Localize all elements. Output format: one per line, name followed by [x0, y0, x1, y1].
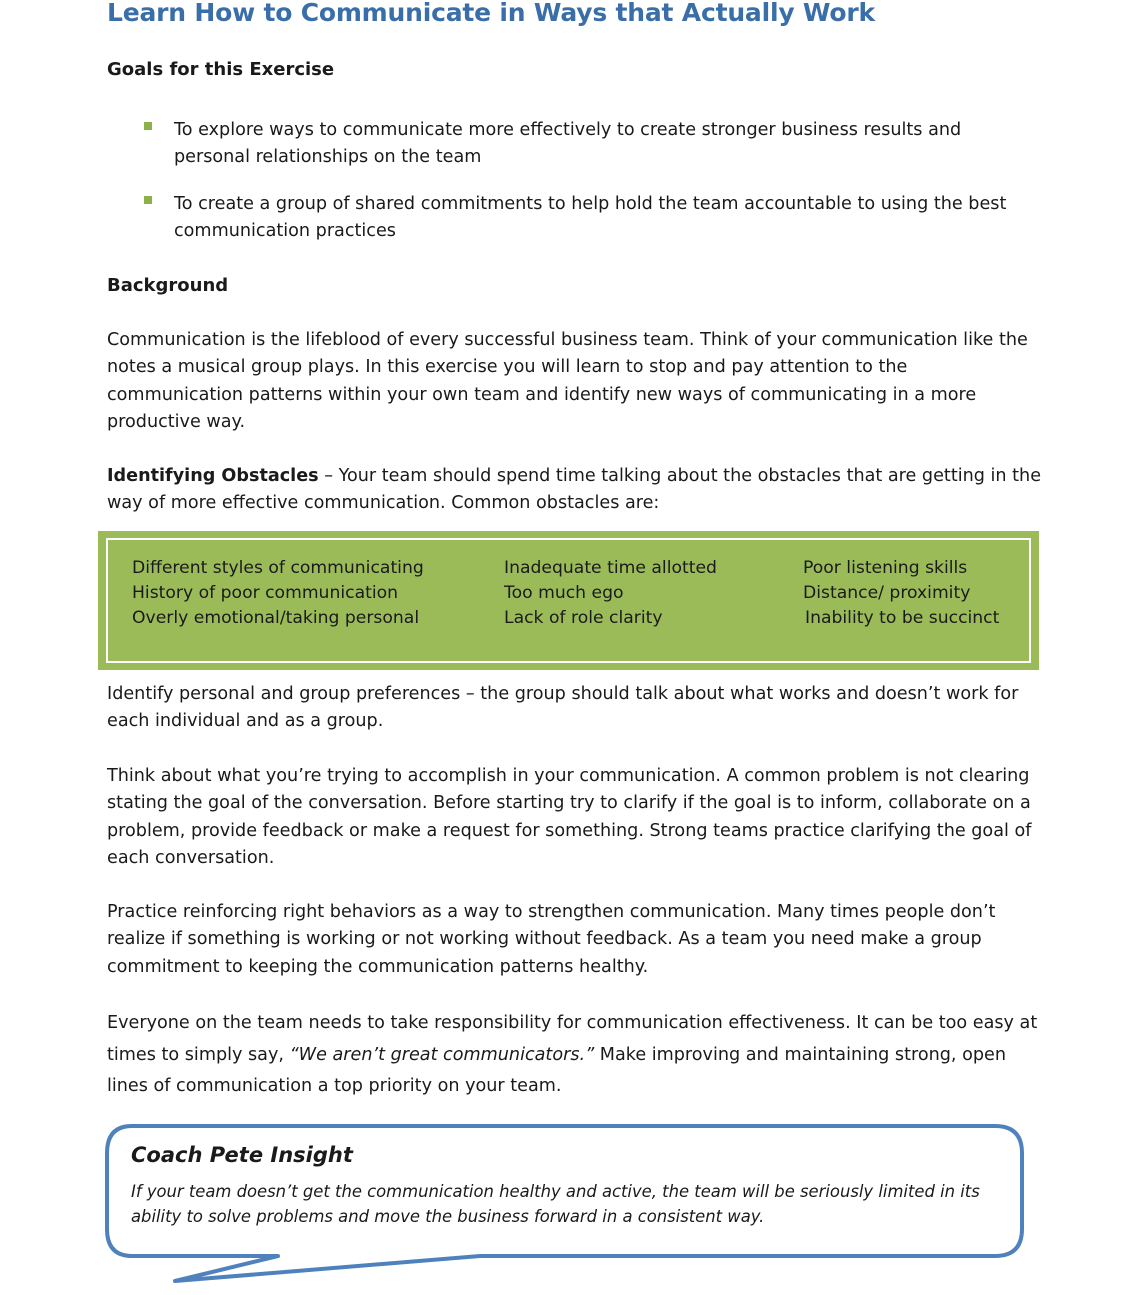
coach-insight-callout — [100, 1118, 1035, 1293]
insight-title: Coach Pete Insight — [131, 1143, 353, 1167]
goals-list — [140, 117, 1040, 264]
responsibility-paragraph — [107, 1008, 1042, 1103]
page-title: Learn How to Communicate in Ways that Actually Work — [107, 0, 875, 27]
square-bullet-icon — [144, 196, 152, 204]
obstacle-item: Lack of role clarity — [504, 608, 663, 628]
responsibility-text: Everyone on the team needs to take responsibility for communication effectiveness. It can be too easy at times to simply say, — [107, 1013, 1038, 1065]
goal-text: To create a group of shared commitments to help hold the team accountable to using the best communication practices — [174, 193, 1007, 241]
square-bullet-icon — [144, 122, 152, 130]
obstacles-intro-text: – Your team should spend time talking about the obstacles that are getting in the way of more effective communication. Common obstacles are: — [107, 466, 1042, 514]
obstacle-item: History of poor communication — [132, 583, 399, 603]
background-heading: Background — [107, 275, 229, 296]
obstacle-item: Too much ego — [504, 583, 624, 603]
obstacles-box — [98, 531, 1039, 670]
obstacles-lead: Identifying Obstacles — [107, 466, 319, 486]
background-paragraph: Communication is the lifeblood of every successful business team. Think of your communication like the notes a musical group plays. In this exercise you will learn to stop and pay attention to the communication patterns within your own team and identify new ways of communicating in a more productive way. — [107, 330, 1028, 432]
obstacle-item: Different styles of communicating — [132, 558, 424, 578]
obstacle-item: Inability to be succinct — [805, 608, 1000, 628]
obstacle-item: Inadequate time allotted — [504, 558, 717, 578]
goals-heading: Goals for this Exercise — [107, 59, 335, 80]
obstacle-item: Distance/ proximity — [803, 583, 971, 603]
insight-text: If your team doesn’t get the communication healthy and active, the team will be seriously limited in its ability to solve problems and move the business forward in a consistent way. — [131, 1182, 980, 1226]
obstacle-item: Overly emotional/taking personal — [132, 608, 420, 628]
obstacle-item: Poor listening skills — [803, 558, 968, 578]
preferences-paragraph: Identify personal and group preferences – the group should talk about what works and doesn’t work for each individual and as a group. — [107, 684, 1019, 732]
reinforce-paragraph: Practice reinforcing right behaviors as a way to strengthen communication. Many times people don’t realize if something is working or not working without feedback. As a team you need make a group commitment to keeping the communication patterns healthy. — [107, 902, 996, 977]
goal-paragraph: Think about what you’re trying to accomplish in your communication. A common problem is not clearing stating the goal of the conversation. Before starting try to clarify if the goal is to inform, collaborate on a problem, provide feedback or make a request for something. Strong teams practice clarifying the goal of each conversation. — [107, 766, 1032, 868]
responsibility-text-end: Make improving and maintaining strong, open lines of communication a top priority on your team. — [107, 1044, 1007, 1096]
obstacles-intro — [107, 463, 1042, 518]
goal-item — [140, 191, 1040, 246]
responsibility-quote: “We aren’t great communicators.” — [289, 1044, 595, 1065]
goal-text: To explore ways to communicate more effectively to create stronger business results and personal relationships on the team — [174, 120, 962, 168]
goal-item — [140, 117, 1040, 172]
